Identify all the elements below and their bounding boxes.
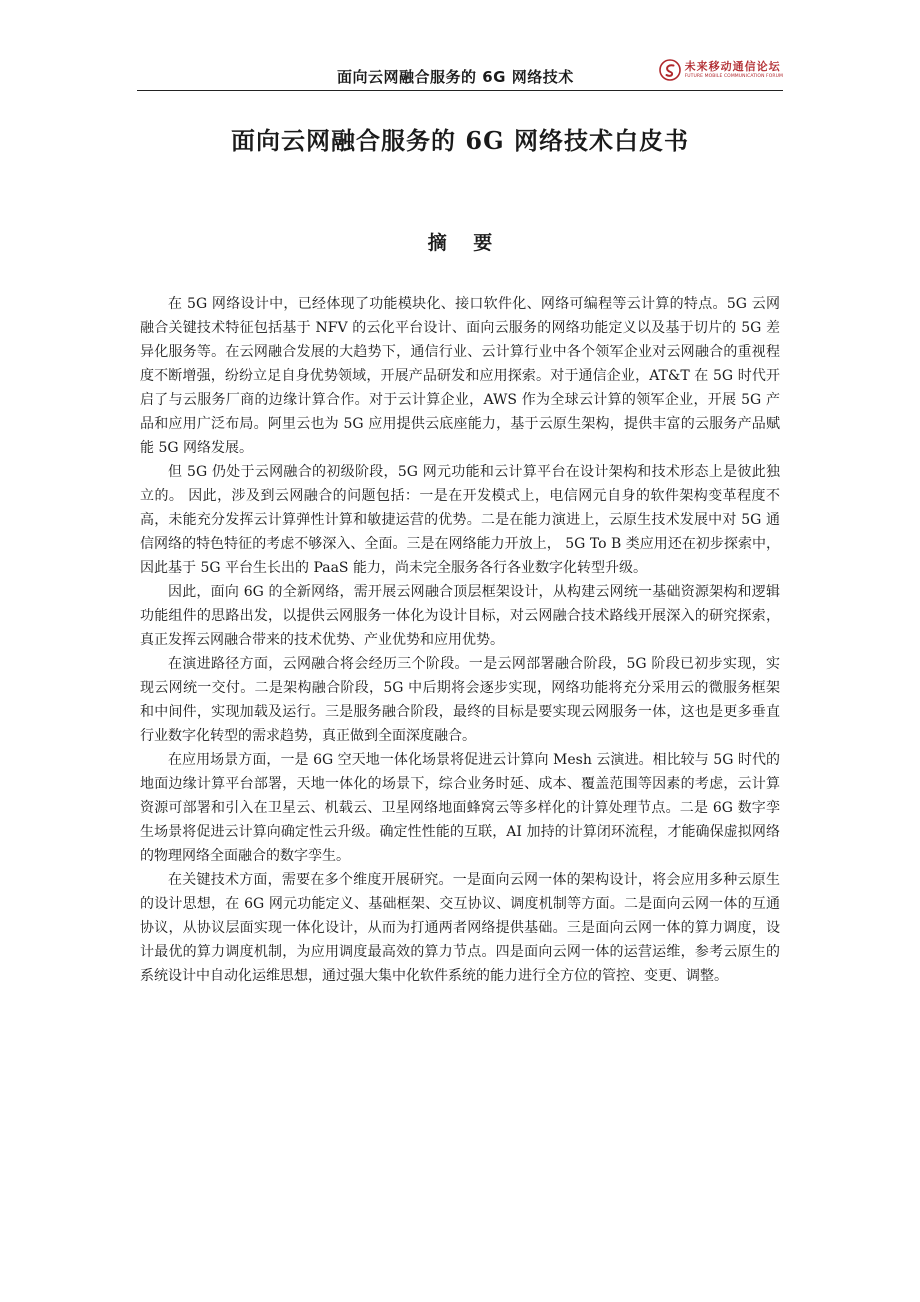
paragraph: 在关键技术方面，需要在多个维度开展研究。一是面向云网一体的架构设计，将会应用多种云原生的设计思想，在 6G 网元功能定义、基础框架、交互协议、调度机制等方面。二是面向云网一体的互通协议，从协议层面实现一体化设计，从而为打通两者网络提供基础。三是面向云网一体的算力调度，设计最优的算力调度机制，为应用调度最高效的算力节点。四是面向云网一体的运营运维，参考云原生的系统设计中自动化运维思想，通过强大集中化软件系统的能力进行全方位的管控、变更、调整。 — [140, 872, 780, 984]
page-header — [137, 56, 783, 91]
paragraph: 在演进路径方面，云网融合将会经历三个阶段。一是云网部署融合阶段，5G 阶段已初步实现，实现云网统一交付。二是架构融合阶段，5G 中后期将会逐步实现，网络功能将充分采用云的微服务框架和中间件，实现加载及运行。三是服务融合阶段，最终的目标是要实现云网服务一体，这也是更多垂直行业数字化转型的需求趋势，真正做到全面深度融合。 — [140, 656, 780, 744]
header-title: 面向云网融合服务的 6G 网络技术 — [337, 68, 574, 86]
document-title: 面向云网融合服务的 6G 网络技术白皮书 — [231, 126, 689, 155]
logo-name-cn: 未来移动通信论坛 — [684, 60, 781, 73]
abstract-heading: 摘 要 — [427, 232, 503, 254]
paragraph: 在应用场景方面，一是 6G 空天地一体化场景将促进云计算向 Mesh 云演进。相比较与 5G 时代的地面边缘计算平台部署，天地一体化的场景下，综合业务时延、成本、覆盖范围等因素的考虑，云计算资源可部署和引入在卫星云、机载云、卫星网络地面蜂窝云等多样化的计算处理节点。二是 6G 数字孪生场景将促进云计算向确定性云升级。确定性性能的互联，AI 加持的计算闭环流程，才能确保虚拟网络的物理网络全面融合的数字孪生。 — [140, 752, 780, 864]
paragraph: 但 5G 仍处于云网融合的初级阶段，5G 网元功能和云计算平台在设计架构和技术形态上是彼此独立的。 因此，涉及到云网融合的问题包括：一是在开发模式上，电信网元自身的软件架构变革程度不高，未能充分发挥云计算弹性计算和敏捷运营的优势。二是在能力演进上，云原生技术发展中对 5G 通信网络的特色特征的考虑不够深入、全面。三是在网络能力开放上， 5G To B 类应用还在初步探索中，因此基于 5G 平台生长出的 PaaS 能力，尚未完全服务各行各业数字化转型升级。 — [140, 464, 780, 576]
paragraph: 因此，面向 6G 的全新网络，需开展云网融合顶层框架设计，从构建云网统一基础资源架构和逻辑功能组件的思路出发，以提供云网服务一体化为设计目标，对云网融合技术路线开展深入的研究探索，真正发挥云网融合带来的技术优势、产业优势和应用优势。 — [140, 584, 780, 648]
forum-logo-icon — [659, 59, 681, 81]
abstract-body — [140, 292, 780, 988]
forum-logo — [659, 59, 783, 81]
paragraph: 在 5G 网络设计中，已经体现了功能模块化、接口软件化、网络可编程等云计算的特点。5G 云网融合关键技术特征包括基于 NFV 的云化平台设计、面向云服务的网络功能定义以及基于切片的 5G 差异化服务等。在云网融合发展的大趋势下，通信行业、云计算行业中各个领军企业对云网融合的重视程度不断增强，纷纷立足自身优势领域，开展产品研发和应用探索。对于通信企业，AT&T 在 5G 时代开启了与云服务厂商的边缘计算合作。对于云计算企业，AWS 作为全球云计算的领军企业，开展 5G 产品和应用广泛布局。阿里云也为 5G 应用提供云底座能力，基于云原生架构，提供丰富的云服务产品赋能 5G 网络发展。 — [140, 296, 780, 456]
logo-name-en: FUTURE MOBILE COMMUNICATION FORUM — [684, 74, 783, 79]
